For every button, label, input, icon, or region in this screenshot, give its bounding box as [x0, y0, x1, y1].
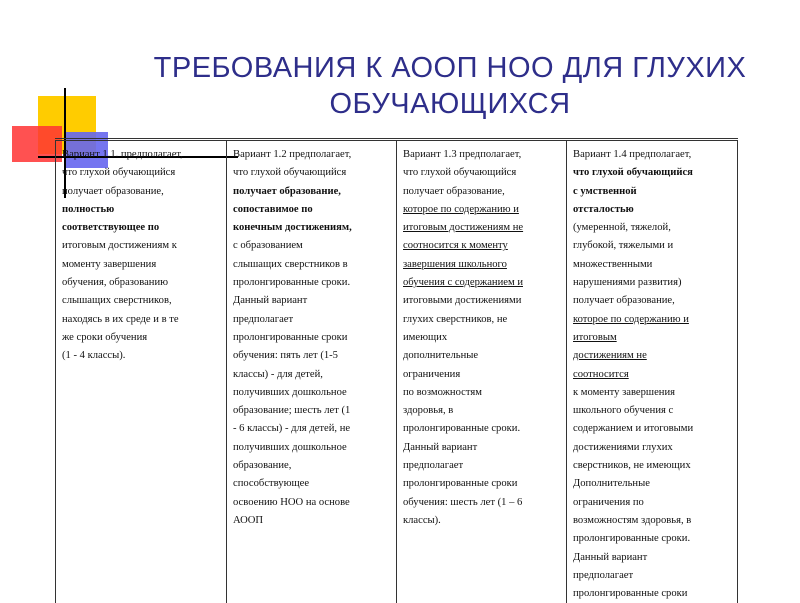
cell-line: глухих сверстников, не [403, 311, 560, 329]
cell-line: что глухой обучающийся [233, 164, 390, 182]
cell-line: Вариант 1.1. предполагает, [62, 146, 220, 164]
cell-line: которое по содержанию и [573, 311, 731, 329]
cell-line: множественными [573, 256, 731, 274]
cell-line: Вариант 1.3 предполагает, [403, 146, 560, 164]
variant-1-4-cell [567, 140, 738, 603]
cell-line: предполагает [403, 457, 560, 475]
cell-line: ограничения по [573, 494, 731, 512]
cell-line: (1 - 4 классы). [62, 347, 220, 365]
cell-line: что глухой обучающийся [403, 164, 560, 182]
cell-line: получает образование, [62, 183, 220, 201]
cell-line: получает образование, [403, 183, 560, 201]
cell-line: возможностям здоровья, в [573, 512, 731, 530]
cell-line: обучения: шесть лет (1 – 6 [403, 494, 560, 512]
slide-title-line2: ОБУЧАЮЩИХСЯ [110, 86, 790, 122]
cell-line: образование; шесть лет (1 [233, 402, 390, 420]
variant-1-3-cell [397, 140, 567, 603]
cell-line: с образованием [233, 237, 390, 255]
cell-line: получает образование, [573, 292, 731, 310]
cell-line: находясь в их среде и в те [62, 311, 220, 329]
cell-line: пролонгированные сроки. [403, 420, 560, 438]
slide-title-line1: ТРЕБОВАНИЯ К АООП НОО ДЛЯ ГЛУХИХ [110, 50, 790, 86]
cell-line: ограничения [403, 366, 560, 384]
cell-line: имеющих [403, 329, 560, 347]
cell-line: сопоставимое по [233, 201, 390, 219]
cell-line: - 6 классы) - для детей, не [233, 420, 390, 438]
cell-line: с умственной [573, 183, 731, 201]
cell-line: получает образование, [233, 183, 390, 201]
cell-line: АООП [233, 512, 390, 530]
cell-line: соотносится [573, 366, 731, 384]
variant-1-1-cell [56, 140, 227, 603]
cell-line: содержанием и итоговыми [573, 420, 731, 438]
cell-line: итоговым [573, 329, 731, 347]
cell-line: (умеренной, тяжелой, [573, 219, 731, 237]
cell-line: предполагает [573, 567, 731, 585]
cell-line: Дополнительные [573, 475, 731, 493]
cell-line: по возможностям [403, 384, 560, 402]
cell-line: здоровья, в [403, 402, 560, 420]
cell-line: образование, [233, 457, 390, 475]
cell-line: конечным достижениям, [233, 219, 390, 237]
cell-line: способствующее [233, 475, 390, 493]
cell-line: итоговым достижениям к [62, 237, 220, 255]
cell-line: Данный вариант [233, 292, 390, 310]
cell-line: моменту завершения [62, 256, 220, 274]
cell-line: итоговым достижениям не [403, 219, 560, 237]
cell-line: глубокой, тяжелыми и [573, 237, 731, 255]
cell-line: пролонгированные сроки [403, 475, 560, 493]
cell-line: Вариант 1.4 предполагает, [573, 146, 731, 164]
cell-line: которое по содержанию и [403, 201, 560, 219]
cell-line: пролонгированные сроки. [573, 530, 731, 548]
slide-title [110, 50, 790, 122]
cell-line: обучения, образованию [62, 274, 220, 292]
cell-line: классы) - для детей, [233, 366, 390, 384]
cell-line: достижениям не [573, 347, 731, 365]
cell-line: пролонгированные сроки [233, 329, 390, 347]
cell-line: обучения с содержанием и [403, 274, 560, 292]
cell-line: Данный вариант [403, 439, 560, 457]
cell-line: школьного обучения с [573, 402, 731, 420]
cell-line: дополнительные [403, 347, 560, 365]
cell-line: соответствующее по [62, 219, 220, 237]
cell-line: пролонгированные сроки. [233, 274, 390, 292]
cell-line: получивших дошкольное [233, 384, 390, 402]
cell-line: соотносится к моменту [403, 237, 560, 255]
table-row [56, 140, 738, 603]
cell-line: что глухой обучающийся [573, 164, 731, 182]
cell-line: обучения: пять лет (1-5 [233, 347, 390, 365]
cell-line: итоговыми достижениями [403, 292, 560, 310]
cell-line: что глухой обучающийся [62, 164, 220, 182]
cell-line: отсталостью [573, 201, 731, 219]
cell-line: Вариант 1.2 предполагает, [233, 146, 390, 164]
cell-line: полностью [62, 201, 220, 219]
cell-line: Данный вариант [573, 549, 731, 567]
cell-line: слышащих сверстников, [62, 292, 220, 310]
cell-line: сверстников, не имеющих [573, 457, 731, 475]
cell-line: нарушениями развития) [573, 274, 731, 292]
cell-line: получивших дошкольное [233, 439, 390, 457]
cell-line: пролонгированные сроки [573, 585, 731, 603]
cell-line: предполагает [233, 311, 390, 329]
cell-line: освоению НОО на основе [233, 494, 390, 512]
cell-line: к моменту завершения [573, 384, 731, 402]
cell-line: завершения школьного [403, 256, 560, 274]
cell-line: слышащих сверстников в [233, 256, 390, 274]
cell-line: классы). [403, 512, 560, 530]
cell-line: же сроки обучения [62, 329, 220, 347]
cell-line: достижениями глухих [573, 439, 731, 457]
variant-1-2-cell [227, 140, 397, 603]
variants-table [55, 138, 738, 603]
